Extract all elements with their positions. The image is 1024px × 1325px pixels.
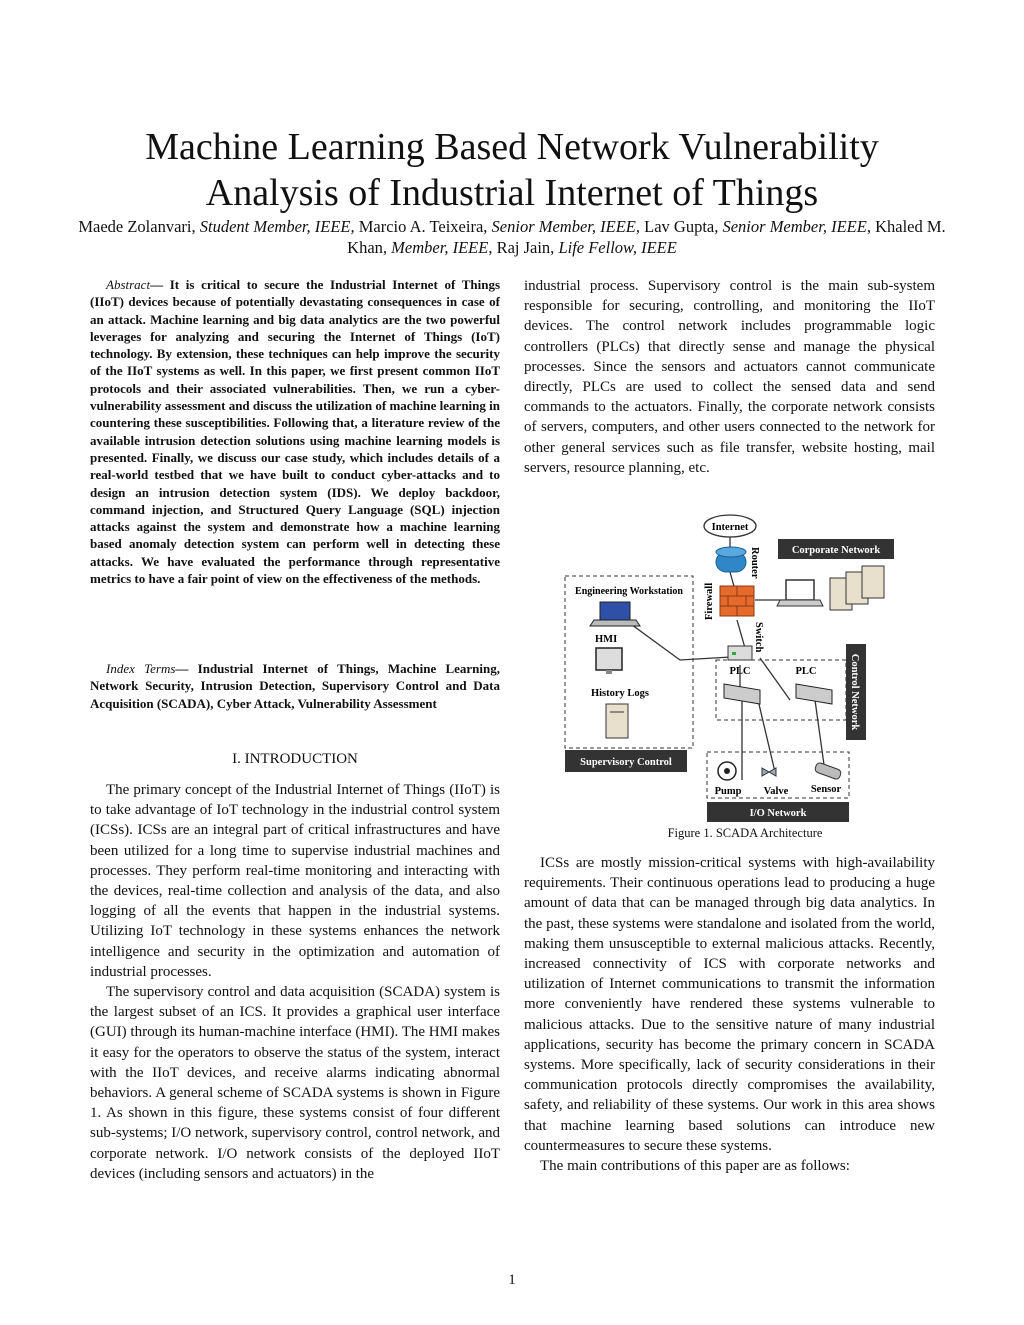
author-role: Member, IEEE [391,238,489,257]
supervisory-control-label: Supervisory Control [580,757,672,768]
network-links [628,536,825,780]
scada-architecture-figure [560,508,940,824]
pump-icon [718,762,736,780]
switch-icon [728,646,752,660]
index-terms [90,660,500,712]
firewall-icon [720,586,754,616]
author-name: Lav Gupta, [644,217,719,236]
plc-2-icon [796,684,832,704]
laptop-icon [590,602,640,626]
router-label: Router [749,547,760,579]
history-logs-label: History Logs [590,688,650,699]
index-terms-text: — Industrial Internet of Things, Machine Learning, Network Security, Intrusion Detection, Supervisory Control and Data Acquisition (SCADA), Cyber Attack, Vulnerability Assessment [90,661,500,711]
corporate-network-label: Corporate Network [791,545,881,556]
abstract-text: — It is critical to secure the Industrial Internet of Things (IIoT) devices because of potentially devastating consequences in case of an attack. Machine learning and big data analytics are the two powerful leverages for analyzing and securing the Internet of Things (IoT) technology. By extension, these techniques can help improve the security of the IIoT systems as well. In this paper, we first present common IIoT protocols and their associated vulnerabilities. Then, we run a cyber-vulnerability assessment and discuss the utilization of machine learning in countering these susceptibilities. Following that, a literature review of the available intrusion detection solutions using machine learning models is presented. Finally, we discuss our case study, which includes details of a real-world testbed that we have built to conduct cyber-attacks and to design an intrusion detection system (IDS). We deploy backdoor, command injection, and Structured Query Language (SQL) injection attacks against the system and demonstrate how a machine learning based anomaly detection system can perform well in detecting these attacks. We have evaluated the performance through representative metrics to have a fair point of view on the effectiveness of the methods. [90,277,500,587]
database-server-icon [606,704,628,738]
author-role: Senior Member, IEEE [722,217,867,236]
router-icon [716,547,746,572]
title-line-2: Analysis of Industrial Internet of Things [205,172,819,214]
title-line-1: Machine Learning Based Network Vulnerability [145,126,879,168]
intro-paragraph-1: The primary concept of the Industrial Internet of Things (IIoT) is to take advantage of IoT technology in the industrial control system (ICSs). ICSs are an integral part of critical infrastructures and have been utilized for a long time to supervise industrial machines and processes. They perform real-time monitoring and interacting with the devices, real-time collection and analysis of the data, and also logging of all the events that happen in the industrial systems. Utilizing IoT technology in these systems enhances the network intelligence and security in the optimization and automation of industrial processes. [90,782,500,980]
right-paragraph-1: industrial process. Supervisory control is the main sub-system responsible for securing, controlling, and monitoring the IIoT devices. The control network includes programmable logic controllers (PLCs) that directly sense and manage the physical processes. Since the sensors and actuators cannot communicate directly, PLCs are used to collect the sensed data and send commands to the actuators. Finally, the corporate network consists of servers, computers, and other users connected to the network for other general services such as file transfer, website hosting, mail servers, resource planning, etc. [524,278,935,476]
author-role: Life Fellow, IEEE [558,238,677,257]
author-name: Marcio A. Teixeira, [358,217,488,236]
server-icon [830,566,884,610]
section-heading: I. INTRODUCTION [232,751,358,767]
intro-paragraph-2: The supervisory control and data acquisition (SCADA) system is the largest subset of an ICS. It provides a graphical user interface (GUI) through its human-machine interface (HMI). The HMI makes it easy for the operators to observe the status of the system, interact with the IIoT devices, and receive alarms indicating abnormal behaviors. A general scheme of SCADA systems is shown in Figure 1. As shown in this figure, these systems consist of four different sub-systems; I/O network, supervisory control, control network, and corporate network. I/O network consists of the deployed IIoT devices (including sensors and actuators) in the [90,984,501,1182]
plc-2-label: PLC [795,666,817,677]
index-terms-label: Index Terms [106,661,176,676]
right-column-body [524,853,935,1176]
author-list: Maede Zolanvari, Student Member, IEEE, Marcio A. Teixeira, Senior Member, IEEE, Lav Gupta, Senior Member, IEEE, Khaled M. Khan, Member, IEEE, Raj Jain, Life Fellow, IEEE [78,217,946,257]
paper-title [60,124,964,216]
firewall-label: Firewall [704,582,715,620]
plc-1-icon [724,684,760,704]
page-number: 1 [508,1272,516,1288]
author-name: Maede Zolanvari, [78,217,196,236]
right-paragraph-3: The main contributions of this paper are as follows: [540,1158,850,1175]
intro-column-left [90,780,500,1184]
figure-caption: Figure 1. SCADA Architecture [667,826,823,840]
io-network-label: I/O Network [749,808,807,819]
internet-label: Internet [711,522,749,533]
abstract [90,276,500,587]
corporate-laptop-icon [777,580,823,606]
sensor-icon [814,762,842,780]
abstract-label: Abstract [106,277,151,292]
sensor-label: Sensor [810,784,842,795]
switch-label: Switch [753,622,764,653]
engineering-workstation-label: Engineering Workstation [575,586,683,597]
author-name: Khaled M. Khan, [347,217,946,257]
author-name: Raj Jain, [496,238,555,257]
control-network-label: Control Network [849,653,860,731]
author-role: Student Member, IEEE, [199,217,355,236]
hmi-label: HMI [595,634,618,645]
pump-label: Pump [714,786,742,797]
valve-label: Valve [763,786,789,797]
valve-icon [762,768,776,776]
hmi-monitor-icon [596,648,622,674]
right-paragraph-2: ICSs are mostly mission-critical systems with high-availability requirements. Their continuous operations lead to producing a huge amount of data that can be managed through big data analytics. In the past, these systems were standalone and isolated from the world, making them unsusceptible to external malicious attacks. Recently, increased connectivity of ICS with corporate networks and utilization of Internet communications to transmit the information more conveniently have rendered these systems vulnerable to malicious attacks. Due to the sensitive nature of many industrial applications, security has become the primary concern in SCADA systems. More specifically, lack of security considerations in their communication protocols directly compromises the availability, safety, and reliability of these systems. Our work in this area shows that machine learning based solutions can introduce new countermeasures to secure these systems. [524,855,935,1154]
plc-1-label: PLC [729,666,751,677]
author-role: Senior Member, IEEE [491,217,636,236]
